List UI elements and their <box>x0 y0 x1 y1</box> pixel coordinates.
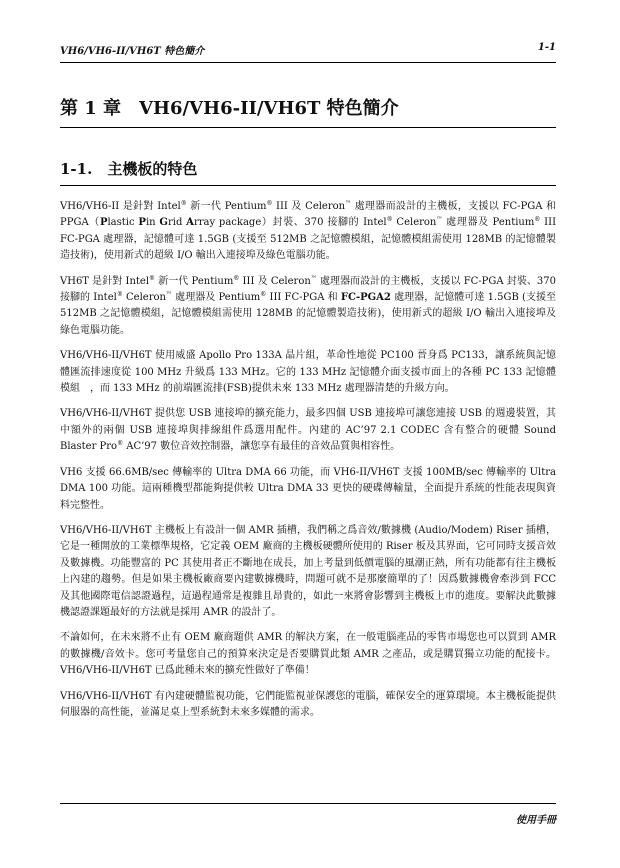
page-header <box>60 40 556 63</box>
paragraph-3: VH6/VH6-II/VH6T 使用威盛 Apollo Pro 133A 晶片組，革命性地從 PC100 晉身爲 PC133，讓系統與記憶體匯流排速度從 100 MHz 升級爲 133 MHz。它的 133 MHz 記憶體介面支援市面上的各種 PC 133 記憶體模組 ，而 133 MHz 的前端匯流排(FSB)提供未來 133 MHz 處理器清楚的升級方向。 <box>60 350 556 395</box>
chapter-title: 第 1 章 VH6/VH6-II/VH6T 特色簡介 <box>60 94 556 128</box>
body-text <box>60 199 556 730</box>
footer-label: 使用手冊 <box>516 815 556 826</box>
paragraph-6: VH6/VH6-II/VH6T 主機板上有設計一個 AMR 插槽，我們稱之爲音效/數據機 (Audio/Modem) Riser 插槽，它是一種開放的工業標準規格，它定義 OEM 廠商的主機板硬體所使用的 Riser 板及其界面，它可同時支援音效及數據機。功能豐富的 PC 其使用者正不斷地在成長，加上考量到低價電腦的風潮正熱，所有功能都有往主機板上內建的趨勢。但是如果主機板廠商要內建數據機時，問題可就不是那麼簡單的了！因爲數據機會牽涉到 FCC 及其他國際電信認證過程，這過程通常是複雜且昂貴的，如此一來將會影響到主機板上市的進度。要解決此數據機認證課題最好的方法就是採用 AMR 的設計了。 <box>60 524 556 618</box>
section-title: 1-1. 主機板的特色 <box>60 158 556 186</box>
paragraph-7: 不論如何，在未來將不止有 OEM 廠商題供 AMR 的解決方案，在一般電腦產品的零售市場您也可以買到 AMR 的數據機/音效卡。您可考量您自己的預算來決定是否要購買此類 AMR 之產品，或是購買獨立功能的配接卡。VH6/VH6-II/VH6T 已爲此種未來的擴充性做好了準備！ <box>60 632 556 677</box>
page-footer <box>60 803 556 824</box>
paragraph-2: VH6T 是針對 Intel® 新一代 Pentium® III 及 Celeron™ 處理器而設計的主機板，支援以 FC-PGA 封裝、370 接腳的 Intel® Celeron™ 處理器及 Pentium® III FC-PGA 和 FC-PGA2 處理器，記憶體可達 1.5GB (支援至 512MB 之記憶體模組，記憶體模組需使用 128MB 的記憶體製造技術)，使用新式的超級 I/O 輸出入連接埠及綠色電腦功能。 <box>60 274 556 336</box>
paragraph-5: VH6 支援 66.6MB/sec 傳輸率的 Ultra DMA 66 功能，而 VH6-II/VH6T 支援 100MB/sec 傳輸率的 Ultra DMA 100 功能。這兩種機型都能夠提供較 Ultra DMA 33 更快的硬碟傳輸量，全面提升系統的性能表現與資料完整性。 <box>60 466 556 511</box>
paragraph-8: VH6/VH6-II/VH6T 有內建硬體監視功能，它們能監視並保護您的電腦，確保安全的運算環境。本主機板能提供伺服器的高性能，並滿足桌上型系統對未來多媒體的需求。 <box>60 690 556 718</box>
header-page-number: 1-1 <box>537 42 556 53</box>
paragraph-1: VH6/VH6-II 是針對 Intel® 新一代 Pentium® III 及 Celeron™ 處理器而設計的主機板，支援以 FC-PGA 和 PPGA（Plastic Pin Grid Array package）封裝、370 接腳的 Intel® Celeron™ 處理器及 Pentium® III FC-PGA 處理器，記憶體可達 1.5GB (支援至 512MB 之記憶體模組，記憶體模組需使用 128MB 的記憶體製造技術)，使用新式的超級 I/O 輸出入連接埠及綠色電腦功能。 <box>60 200 557 262</box>
header-title: VH6/VH6-II/VH6T 特色簡介 <box>60 46 205 57</box>
paragraph-4: VH6/VH6-II/VH6T 提供您 USB 連接埠的擴充能力，最多四個 USB 連接埠可讓您連接 USB 的週邊裝置，其中額外的兩個 USB 連接埠與排線組件爲選用配件。內建的 AC’97 2.1 CODEC 含有整合的硬體 Sound Blaster Pro® AC’97 數位音效控制器，讓您享有最佳的音效品質與相容性。 <box>60 408 556 453</box>
